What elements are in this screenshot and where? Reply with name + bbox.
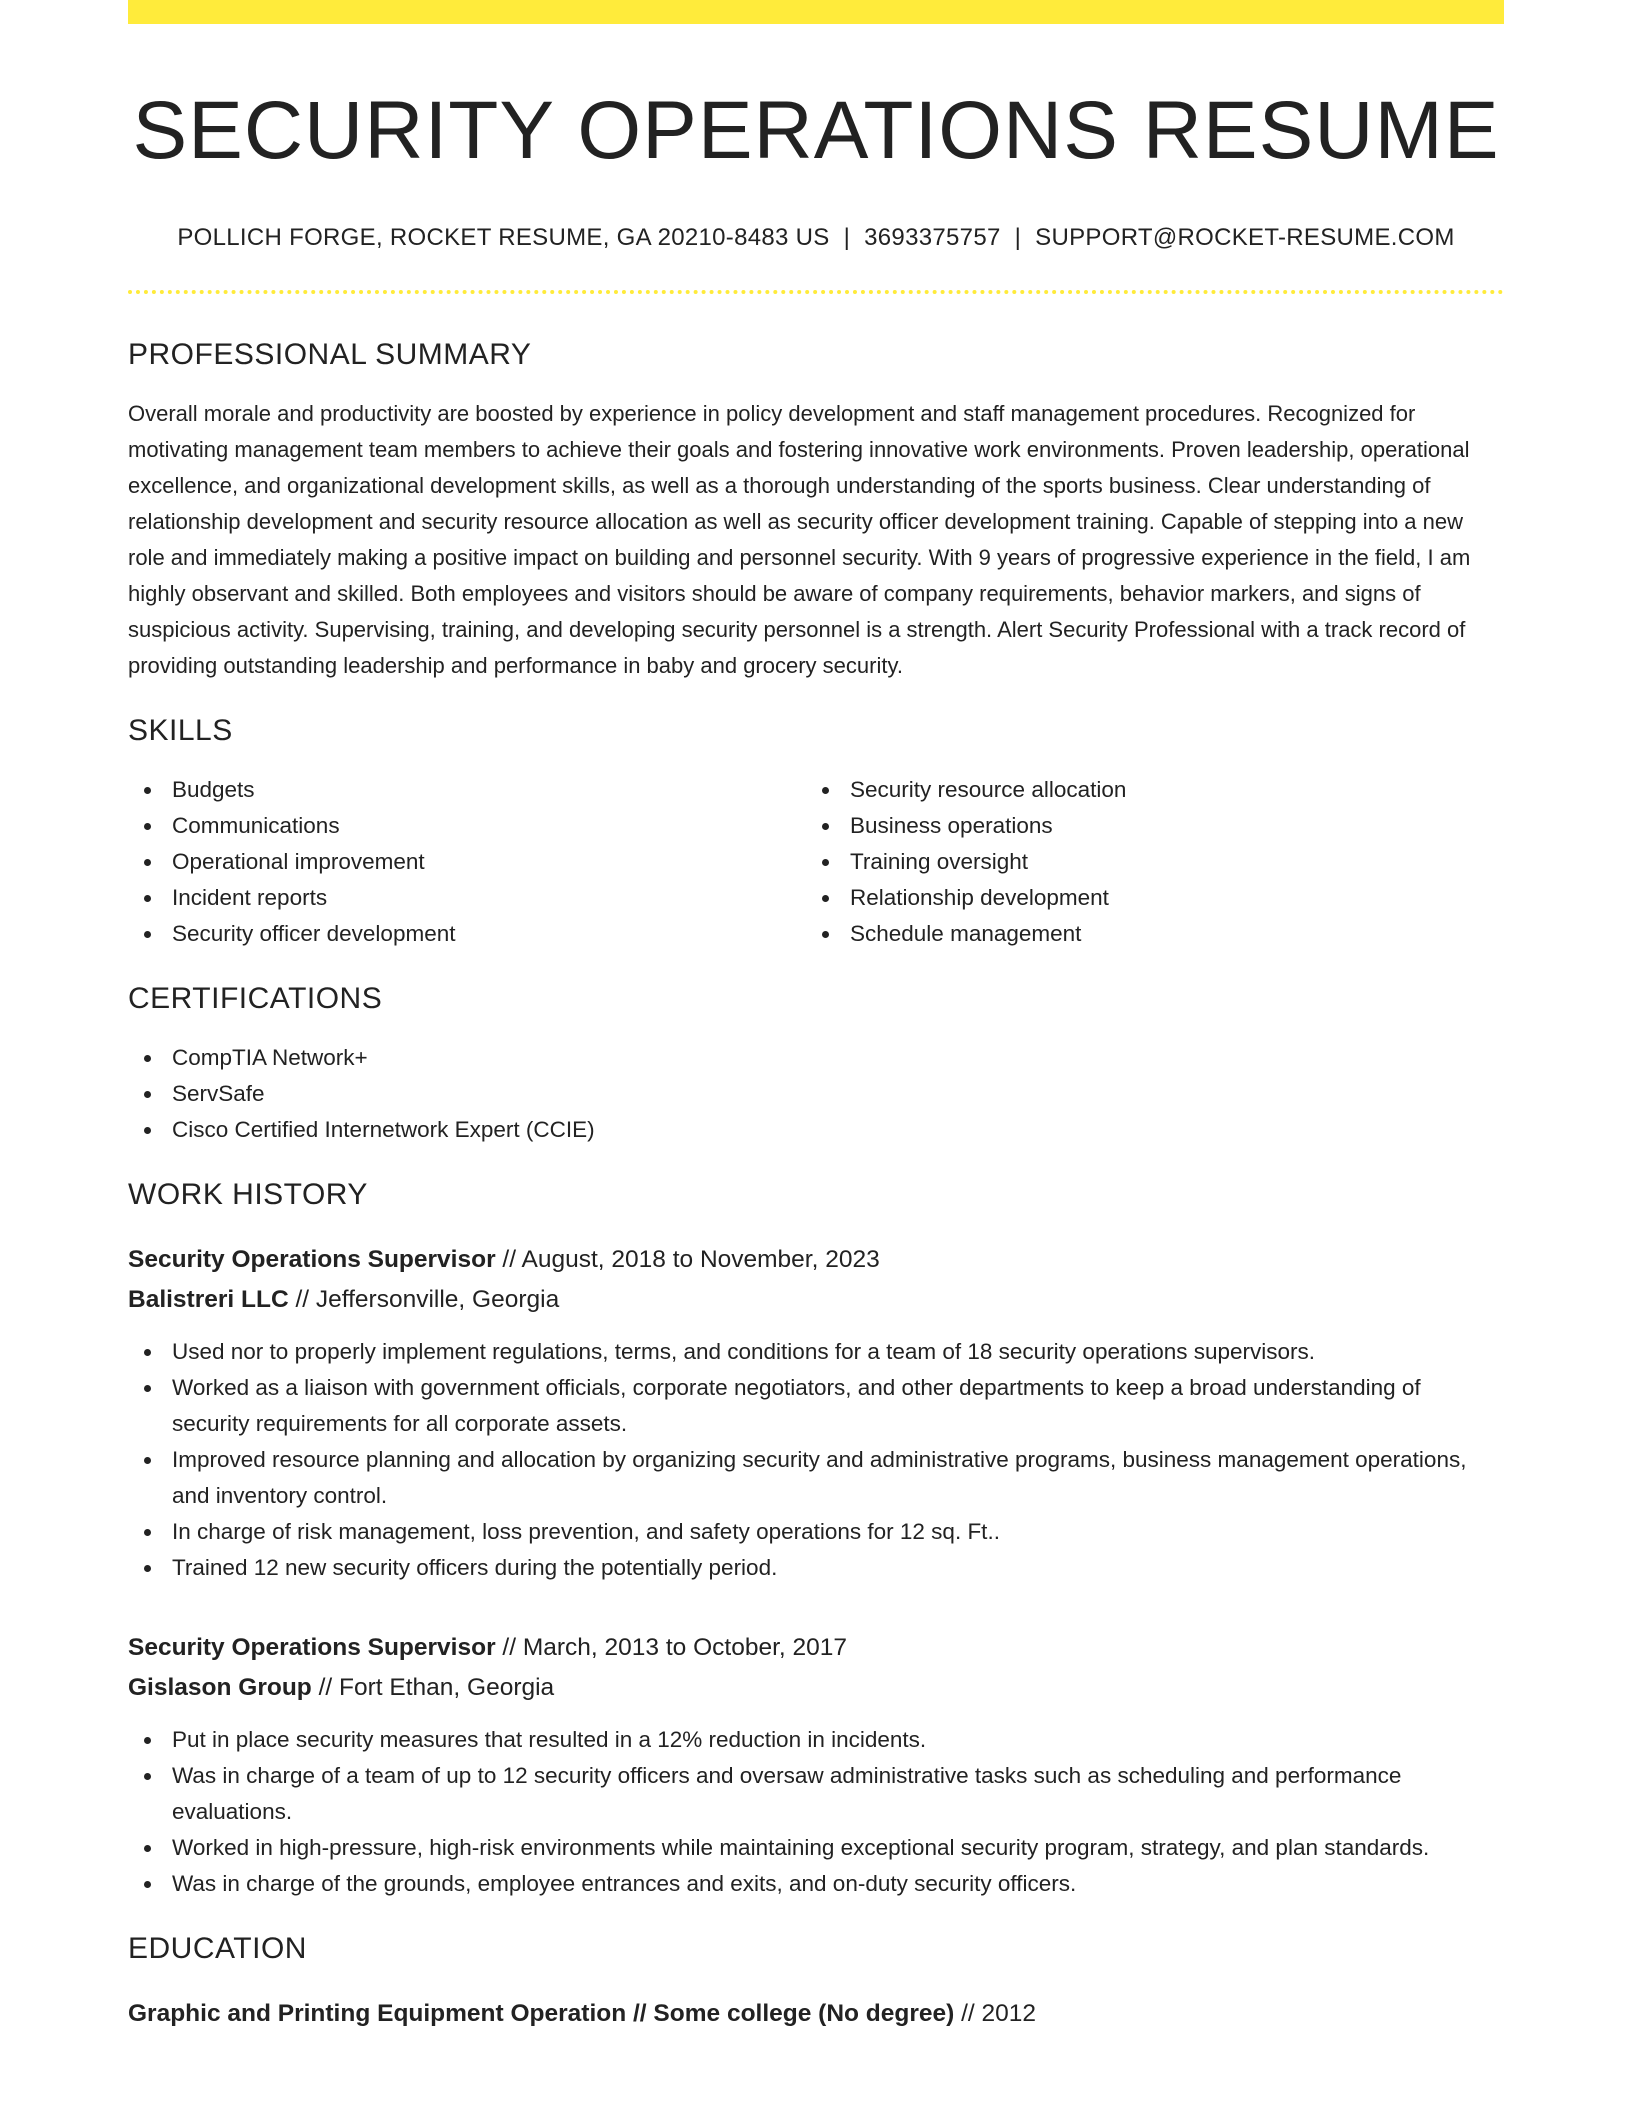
certification-item: CompTIA Network+ [128,1040,1504,1076]
job-bullet: Was in charge of a team of up to 12 security officers and oversaw administrative tasks such as scheduling and performance evaluations. [128,1758,1504,1830]
resume-title: SECURITY OPERATIONS RESUME [132,85,1500,176]
skill-item: Security resource allocation [806,772,1484,808]
skill-item: Operational improvement [128,844,806,880]
skill-item: Budgets [128,772,806,808]
job-title-line [128,1628,1504,1668]
work-history-heading: WORK HISTORY [128,1178,368,1212]
job-bullets [128,1334,1504,1586]
dotted-divider [128,290,1504,294]
certifications-list [128,1040,1504,1148]
job-entry [128,1240,1504,1586]
contact-email: SUPPORT@ROCKET-RESUME.COM [1035,224,1455,252]
skills-heading: SKILLS [128,714,233,748]
job-company-line [128,1668,1504,1708]
job-bullet: Worked as a liaison with government officials, corporate negotiators, and other departments to keep a broad understanding of security requirements for all corporate assets. [128,1370,1504,1442]
job-bullet: Trained 12 new security officers during the potentially period. [128,1550,1504,1586]
job-location: // Jeffersonville, Georgia [288,1286,560,1314]
job-bullet: Was in charge of the grounds, employee entrances and exits, and on-duty security officers. [128,1866,1504,1902]
job-location: // Fort Ethan, Georgia [311,1674,555,1702]
contact-separator: | [843,224,851,252]
education-entry [128,1994,1504,2034]
job-bullet: Put in place security measures that resulted in a 12% reduction in incidents. [128,1722,1504,1758]
skill-item: Incident reports [128,880,806,916]
job-title: Security Operations Supervisor [128,1634,496,1662]
job-bullet: Worked in high-pressure, high-risk environments while maintaining exceptional security program, strategy, and plan standards. [128,1830,1504,1866]
job-company: Balistreri LLC [128,1286,289,1314]
education-heading: EDUCATION [128,1932,307,1966]
skills-grid [128,748,1504,952]
contact-separator: | [1014,224,1022,252]
summary-heading: PROFESSIONAL SUMMARY [128,338,532,372]
job-dates: // August, 2018 to November, 2023 [495,1246,880,1274]
certification-item: Cisco Certified Internetwork Expert (CCIE) [128,1112,1504,1148]
certification-item: ServSafe [128,1076,1504,1112]
skill-item: Relationship development [806,880,1484,916]
skill-item: Communications [128,808,806,844]
job-bullet: Improved resource planning and allocation by organizing security and administrative programs, business management operations, and inventory control. [128,1442,1504,1514]
summary-text: Overall morale and productivity are boosted by experience in policy development and staff management procedures. Recognized for motivating management team members to achieve their goals and fostering innovative work environments. Proven leadership, operational excellence, and organizational development skills, as well as a thorough understanding of the sports business. Clear understanding of relationship development and security resource allocation as well as security officer development training. Capable of stepping into a new role and immediately making a positive impact on building and personnel security. With 9 years of progressive experience in the field, I am highly observant and skilled. Both employees and visitors should be aware of company requirements, behavior markers, and signs of suspicious activity. Supervising, training, and developing security personnel is a strength. Alert Security Professional with a track record of providing outstanding leadership and performance in baby and grocery security. [128,401,1471,679]
skill-item: Schedule management [806,916,1484,952]
skills-list-right [806,772,1484,952]
job-company: Gislason Group [128,1674,312,1702]
job-title-line [128,1240,1504,1280]
job-bullets [128,1722,1504,1902]
contact-phone: 3693375757 [864,224,1001,252]
contact-line [128,224,1504,252]
accent-top-bar [128,0,1504,24]
job-company-line [128,1280,1504,1320]
resume-page [128,0,1504,2034]
job-bullet: Used nor to properly implement regulations, terms, and conditions for a team of 18 security operations supervisors. [128,1334,1504,1370]
contact-address: POLLICH FORGE, ROCKET RESUME, GA 20210-8483 US [177,224,830,252]
skills-list-left [128,772,806,952]
education-year: // 2012 [954,2000,1037,2028]
certifications-heading: CERTIFICATIONS [128,982,383,1016]
job-dates: // March, 2013 to October, 2017 [495,1634,847,1662]
skill-item: Business operations [806,808,1484,844]
job-title: Security Operations Supervisor [128,1246,496,1274]
skill-item: Training oversight [806,844,1484,880]
education-program: Graphic and Printing Equipment Operation // Some college (No degree) [128,2000,955,2028]
skill-item: Security officer development [128,916,806,952]
job-entry [128,1628,1504,1902]
job-bullet: In charge of risk management, loss prevention, and safety operations for 12 sq. Ft.. [128,1514,1504,1550]
